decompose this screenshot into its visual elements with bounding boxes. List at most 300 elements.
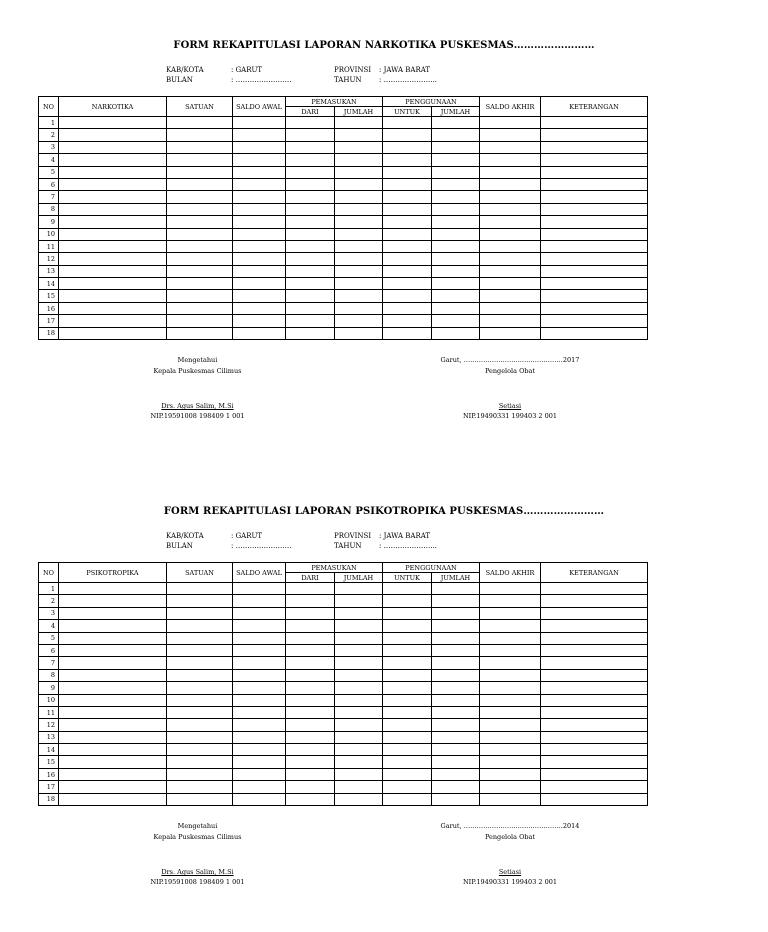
untuk-cell bbox=[383, 141, 432, 153]
saldo-akhir-cell bbox=[480, 216, 541, 228]
saldo-akhir-cell bbox=[480, 253, 541, 265]
row-number: 1 bbox=[39, 117, 59, 129]
satuan-cell bbox=[167, 607, 233, 619]
saldo-awal-cell bbox=[233, 203, 286, 215]
item-cell bbox=[59, 278, 167, 290]
dari-cell bbox=[286, 141, 335, 153]
dari-cell bbox=[286, 178, 335, 190]
satuan-cell bbox=[167, 620, 233, 632]
form-title: FORM REKAPITULASI LAPORAN PSIKOTROPIKA PUSKESMAS…………………… bbox=[163, 506, 605, 517]
kepala-title: Kepala Puskesmas Cilimus bbox=[153, 367, 242, 375]
item-cell bbox=[59, 583, 167, 595]
jumlah-out-cell bbox=[432, 620, 480, 632]
satuan-cell bbox=[167, 706, 233, 718]
keterangan-cell bbox=[541, 327, 648, 339]
row-number: 15 bbox=[39, 756, 59, 768]
header-keterangan: KETERANGAN bbox=[541, 563, 648, 583]
saldo-awal-cell bbox=[233, 166, 286, 178]
saldo-akhir-cell bbox=[480, 154, 541, 166]
untuk-cell bbox=[383, 166, 432, 178]
dari-cell bbox=[286, 744, 335, 756]
dari-cell bbox=[286, 240, 335, 252]
saldo-awal-cell bbox=[233, 756, 286, 768]
table-row bbox=[39, 315, 648, 327]
satuan-cell bbox=[167, 141, 233, 153]
table-row bbox=[39, 719, 648, 731]
untuk-cell bbox=[383, 302, 432, 314]
table-row bbox=[39, 781, 648, 793]
jumlah-in-cell bbox=[335, 117, 383, 129]
saldo-akhir-cell bbox=[480, 228, 541, 240]
table-row bbox=[39, 744, 648, 756]
untuk-cell bbox=[383, 265, 432, 277]
dari-cell bbox=[286, 203, 335, 215]
table-row bbox=[39, 793, 648, 805]
header-saldo-akhir: SALDO AKHIR bbox=[480, 97, 541, 117]
satuan-cell bbox=[167, 793, 233, 805]
dari-cell bbox=[286, 793, 335, 805]
item-cell bbox=[59, 240, 167, 252]
kab-value: : GARUT bbox=[231, 66, 263, 74]
satuan-cell bbox=[167, 731, 233, 743]
keterangan-cell bbox=[541, 607, 648, 619]
row-number: 8 bbox=[39, 669, 59, 681]
table-row bbox=[39, 178, 648, 190]
jumlah-out-cell bbox=[432, 731, 480, 743]
saldo-awal-cell bbox=[233, 669, 286, 681]
jumlah-out-cell bbox=[432, 203, 480, 215]
kepala-nip: NIP.19591008 198409 1 001 bbox=[150, 412, 245, 420]
jumlah-out-cell bbox=[432, 253, 480, 265]
header-untuk: UNTUK bbox=[383, 573, 432, 583]
saldo-awal-cell bbox=[233, 682, 286, 694]
row-number: 11 bbox=[39, 240, 59, 252]
saldo-akhir-cell bbox=[480, 129, 541, 141]
pengelola-title: Pengelola Obat bbox=[484, 367, 536, 375]
header-satuan: SATUAN bbox=[167, 563, 233, 583]
jumlah-out-cell bbox=[432, 793, 480, 805]
psikotropika-form bbox=[0, 466, 768, 906]
saldo-akhir-cell bbox=[480, 178, 541, 190]
jumlah-in-cell bbox=[335, 756, 383, 768]
jumlah-in-cell bbox=[335, 290, 383, 302]
item-cell bbox=[59, 203, 167, 215]
narkotika-form bbox=[0, 0, 768, 440]
item-cell bbox=[59, 315, 167, 327]
jumlah-in-cell bbox=[335, 129, 383, 141]
untuk-cell bbox=[383, 203, 432, 215]
jumlah-out-cell bbox=[432, 327, 480, 339]
untuk-cell bbox=[383, 768, 432, 780]
table-row bbox=[39, 117, 648, 129]
table-row bbox=[39, 240, 648, 252]
jumlah-out-cell bbox=[432, 756, 480, 768]
saldo-akhir-cell bbox=[480, 731, 541, 743]
jumlah-out-cell bbox=[432, 607, 480, 619]
table-row bbox=[39, 216, 648, 228]
item-cell bbox=[59, 607, 167, 619]
jumlah-out-cell bbox=[432, 315, 480, 327]
dari-cell bbox=[286, 117, 335, 129]
jumlah-out-cell bbox=[432, 278, 480, 290]
satuan-cell bbox=[167, 253, 233, 265]
jumlah-in-cell bbox=[335, 265, 383, 277]
row-number: 17 bbox=[39, 781, 59, 793]
untuk-cell bbox=[383, 706, 432, 718]
row-number: 13 bbox=[39, 731, 59, 743]
saldo-akhir-cell bbox=[480, 719, 541, 731]
row-number: 6 bbox=[39, 644, 59, 656]
dari-cell bbox=[286, 719, 335, 731]
untuk-cell bbox=[383, 781, 432, 793]
satuan-cell bbox=[167, 166, 233, 178]
provinsi-value: : JAWA BARAT bbox=[379, 66, 431, 74]
saldo-awal-cell bbox=[233, 278, 286, 290]
saldo-akhir-cell bbox=[480, 657, 541, 669]
jumlah-out-cell bbox=[432, 216, 480, 228]
table-row bbox=[39, 682, 648, 694]
dari-cell bbox=[286, 682, 335, 694]
satuan-cell bbox=[167, 756, 233, 768]
saldo-awal-cell bbox=[233, 302, 286, 314]
untuk-cell bbox=[383, 129, 432, 141]
saldo-akhir-cell bbox=[480, 620, 541, 632]
row-number: 16 bbox=[39, 768, 59, 780]
untuk-cell bbox=[383, 117, 432, 129]
saldo-awal-cell bbox=[233, 253, 286, 265]
satuan-cell bbox=[167, 644, 233, 656]
item-cell bbox=[59, 154, 167, 166]
header-satuan: SATUAN bbox=[167, 97, 233, 117]
satuan-cell bbox=[167, 129, 233, 141]
keterangan-cell bbox=[541, 781, 648, 793]
dari-cell bbox=[286, 595, 335, 607]
dari-cell bbox=[286, 265, 335, 277]
keterangan-cell bbox=[541, 290, 648, 302]
bulan-label: BULAN bbox=[166, 542, 193, 550]
jumlah-out-cell bbox=[432, 228, 480, 240]
dari-cell bbox=[286, 253, 335, 265]
row-number: 9 bbox=[39, 682, 59, 694]
saldo-akhir-cell bbox=[480, 117, 541, 129]
dari-cell bbox=[286, 154, 335, 166]
item-cell bbox=[59, 595, 167, 607]
satuan-cell bbox=[167, 290, 233, 302]
saldo-awal-cell bbox=[233, 781, 286, 793]
table-row bbox=[39, 302, 648, 314]
table-row bbox=[39, 129, 648, 141]
satuan-cell bbox=[167, 216, 233, 228]
satuan-cell bbox=[167, 632, 233, 644]
saldo-awal-cell bbox=[233, 240, 286, 252]
saldo-akhir-cell bbox=[480, 669, 541, 681]
dari-cell bbox=[286, 216, 335, 228]
untuk-cell bbox=[383, 253, 432, 265]
row-number: 4 bbox=[39, 620, 59, 632]
item-cell bbox=[59, 632, 167, 644]
satuan-cell bbox=[167, 327, 233, 339]
keterangan-cell bbox=[541, 129, 648, 141]
saldo-akhir-cell bbox=[480, 607, 541, 619]
keterangan-cell bbox=[541, 595, 648, 607]
table-row bbox=[39, 694, 648, 706]
saldo-awal-cell bbox=[233, 191, 286, 203]
saldo-akhir-cell bbox=[480, 793, 541, 805]
saldo-awal-cell bbox=[233, 583, 286, 595]
jumlah-in-cell bbox=[335, 719, 383, 731]
item-cell bbox=[59, 669, 167, 681]
saldo-awal-cell bbox=[233, 327, 286, 339]
jumlah-in-cell bbox=[335, 166, 383, 178]
jumlah-in-cell bbox=[335, 154, 383, 166]
table-row bbox=[39, 620, 648, 632]
row-number: 8 bbox=[39, 203, 59, 215]
keterangan-cell bbox=[541, 632, 648, 644]
satuan-cell bbox=[167, 178, 233, 190]
item-cell bbox=[59, 719, 167, 731]
untuk-cell bbox=[383, 669, 432, 681]
row-number: 2 bbox=[39, 129, 59, 141]
dari-cell bbox=[286, 129, 335, 141]
place-date: Garut, ……………………..…..……………2014 bbox=[440, 822, 580, 830]
jumlah-out-cell bbox=[432, 290, 480, 302]
jumlah-in-cell bbox=[335, 781, 383, 793]
satuan-cell bbox=[167, 694, 233, 706]
row-number: 11 bbox=[39, 706, 59, 718]
table-row bbox=[39, 583, 648, 595]
keterangan-cell bbox=[541, 694, 648, 706]
jumlah-in-cell bbox=[335, 644, 383, 656]
keterangan-cell bbox=[541, 756, 648, 768]
saldo-awal-cell bbox=[233, 719, 286, 731]
bulan-value: : …………………… bbox=[231, 76, 292, 84]
dari-cell bbox=[286, 228, 335, 240]
header-penggunaan: PENGGUNAAN bbox=[383, 563, 480, 573]
table-row bbox=[39, 228, 648, 240]
saldo-akhir-cell bbox=[480, 781, 541, 793]
report-table bbox=[38, 562, 648, 806]
row-number: 18 bbox=[39, 793, 59, 805]
dari-cell bbox=[286, 669, 335, 681]
table-row bbox=[39, 203, 648, 215]
table-row bbox=[39, 669, 648, 681]
saldo-awal-cell bbox=[233, 129, 286, 141]
item-cell bbox=[59, 682, 167, 694]
untuk-cell bbox=[383, 595, 432, 607]
header-jumlah-out: JUMLAH bbox=[432, 107, 480, 117]
saldo-akhir-cell bbox=[480, 191, 541, 203]
untuk-cell bbox=[383, 191, 432, 203]
saldo-akhir-cell bbox=[480, 302, 541, 314]
mengetahui-label: Mengetahui bbox=[177, 822, 218, 830]
table-row bbox=[39, 154, 648, 166]
table-row bbox=[39, 265, 648, 277]
jumlah-out-cell bbox=[432, 117, 480, 129]
table-row bbox=[39, 768, 648, 780]
saldo-awal-cell bbox=[233, 744, 286, 756]
item-cell bbox=[59, 117, 167, 129]
saldo-awal-cell bbox=[233, 141, 286, 153]
item-cell bbox=[59, 302, 167, 314]
jumlah-out-cell bbox=[432, 719, 480, 731]
dari-cell bbox=[286, 290, 335, 302]
saldo-akhir-cell bbox=[480, 166, 541, 178]
jumlah-in-cell bbox=[335, 657, 383, 669]
jumlah-in-cell bbox=[335, 744, 383, 756]
jumlah-in-cell bbox=[335, 583, 383, 595]
untuk-cell bbox=[383, 278, 432, 290]
satuan-cell bbox=[167, 583, 233, 595]
jumlah-out-cell bbox=[432, 129, 480, 141]
untuk-cell bbox=[383, 154, 432, 166]
row-number: 12 bbox=[39, 719, 59, 731]
item-cell bbox=[59, 265, 167, 277]
header-pemasukan: PEMASUKAN bbox=[286, 97, 383, 107]
kepala-name: Drs. Agus Salim, M.Si bbox=[161, 402, 234, 410]
jumlah-in-cell bbox=[335, 632, 383, 644]
table-row bbox=[39, 607, 648, 619]
item-cell bbox=[59, 620, 167, 632]
header-jumlah-out: JUMLAH bbox=[432, 573, 480, 583]
dari-cell bbox=[286, 657, 335, 669]
satuan-cell bbox=[167, 240, 233, 252]
row-number: 17 bbox=[39, 315, 59, 327]
dari-cell bbox=[286, 694, 335, 706]
dari-cell bbox=[286, 166, 335, 178]
item-cell bbox=[59, 744, 167, 756]
jumlah-out-cell bbox=[432, 240, 480, 252]
saldo-awal-cell bbox=[233, 657, 286, 669]
row-number: 4 bbox=[39, 154, 59, 166]
keterangan-cell bbox=[541, 768, 648, 780]
row-number: 16 bbox=[39, 302, 59, 314]
jumlah-in-cell bbox=[335, 253, 383, 265]
saldo-awal-cell bbox=[233, 265, 286, 277]
item-cell bbox=[59, 290, 167, 302]
dari-cell bbox=[286, 768, 335, 780]
jumlah-in-cell bbox=[335, 682, 383, 694]
saldo-akhir-cell bbox=[480, 265, 541, 277]
header-jumlah-in: JUMLAH bbox=[335, 573, 383, 583]
keterangan-cell bbox=[541, 203, 648, 215]
saldo-awal-cell bbox=[233, 290, 286, 302]
tahun-label: TAHUN bbox=[334, 76, 362, 84]
row-number: 7 bbox=[39, 191, 59, 203]
saldo-akhir-cell bbox=[480, 327, 541, 339]
saldo-awal-cell bbox=[233, 768, 286, 780]
untuk-cell bbox=[383, 315, 432, 327]
row-number: 14 bbox=[39, 278, 59, 290]
row-number: 10 bbox=[39, 694, 59, 706]
satuan-cell bbox=[167, 669, 233, 681]
saldo-awal-cell bbox=[233, 793, 286, 805]
saldo-awal-cell bbox=[233, 228, 286, 240]
keterangan-cell bbox=[541, 141, 648, 153]
header-no: NO bbox=[39, 97, 59, 117]
table-row bbox=[39, 253, 648, 265]
keterangan-cell bbox=[541, 117, 648, 129]
jumlah-in-cell bbox=[335, 620, 383, 632]
place-date: Garut, ……………………..…..……………2017 bbox=[440, 356, 580, 364]
item-cell bbox=[59, 129, 167, 141]
jumlah-in-cell bbox=[335, 203, 383, 215]
untuk-cell bbox=[383, 694, 432, 706]
bulan-value: : …………………… bbox=[231, 542, 292, 550]
jumlah-in-cell bbox=[335, 669, 383, 681]
item-cell bbox=[59, 657, 167, 669]
row-number: 7 bbox=[39, 657, 59, 669]
header-saldo-awal: SALDO AWAL bbox=[233, 97, 286, 117]
table-row bbox=[39, 595, 648, 607]
keterangan-cell bbox=[541, 253, 648, 265]
satuan-cell bbox=[167, 315, 233, 327]
pengelola-nip: NIP.19490331 199403 2 001 bbox=[462, 878, 557, 886]
table-row bbox=[39, 290, 648, 302]
jumlah-in-cell bbox=[335, 768, 383, 780]
dari-cell bbox=[286, 706, 335, 718]
provinsi-value: : JAWA BARAT bbox=[379, 532, 431, 540]
keterangan-cell bbox=[541, 669, 648, 681]
pengelola-title: Pengelola Obat bbox=[484, 833, 536, 841]
report-table bbox=[38, 96, 648, 340]
keterangan-cell bbox=[541, 228, 648, 240]
dari-cell bbox=[286, 583, 335, 595]
table-row bbox=[39, 632, 648, 644]
jumlah-out-cell bbox=[432, 154, 480, 166]
saldo-akhir-cell bbox=[480, 632, 541, 644]
saldo-akhir-cell bbox=[480, 315, 541, 327]
item-cell bbox=[59, 781, 167, 793]
row-number: 18 bbox=[39, 327, 59, 339]
bulan-label: BULAN bbox=[166, 76, 193, 84]
jumlah-in-cell bbox=[335, 191, 383, 203]
jumlah-out-cell bbox=[432, 265, 480, 277]
saldo-akhir-cell bbox=[480, 768, 541, 780]
keterangan-cell bbox=[541, 240, 648, 252]
keterangan-cell bbox=[541, 731, 648, 743]
untuk-cell bbox=[383, 240, 432, 252]
header-untuk: UNTUK bbox=[383, 107, 432, 117]
jumlah-out-cell bbox=[432, 178, 480, 190]
saldo-awal-cell bbox=[233, 117, 286, 129]
header-jumlah-in: JUMLAH bbox=[335, 107, 383, 117]
item-cell bbox=[59, 141, 167, 153]
table-row bbox=[39, 278, 648, 290]
row-number: 6 bbox=[39, 178, 59, 190]
saldo-akhir-cell bbox=[480, 141, 541, 153]
header-saldo-awal: SALDO AWAL bbox=[233, 563, 286, 583]
jumlah-out-cell bbox=[432, 657, 480, 669]
jumlah-in-cell bbox=[335, 706, 383, 718]
keterangan-cell bbox=[541, 278, 648, 290]
header-keterangan: KETERANGAN bbox=[541, 97, 648, 117]
row-number: 1 bbox=[39, 583, 59, 595]
keterangan-cell bbox=[541, 657, 648, 669]
item-cell bbox=[59, 228, 167, 240]
satuan-cell bbox=[167, 154, 233, 166]
row-number: 5 bbox=[39, 632, 59, 644]
provinsi-label: PROVINSI bbox=[334, 532, 372, 540]
satuan-cell bbox=[167, 744, 233, 756]
untuk-cell bbox=[383, 744, 432, 756]
keterangan-cell bbox=[541, 265, 648, 277]
saldo-akhir-cell bbox=[480, 694, 541, 706]
kepala-name: Drs. Agus Salim, M.Si bbox=[161, 868, 234, 876]
untuk-cell bbox=[383, 657, 432, 669]
item-cell bbox=[59, 327, 167, 339]
saldo-awal-cell bbox=[233, 731, 286, 743]
keterangan-cell bbox=[541, 793, 648, 805]
